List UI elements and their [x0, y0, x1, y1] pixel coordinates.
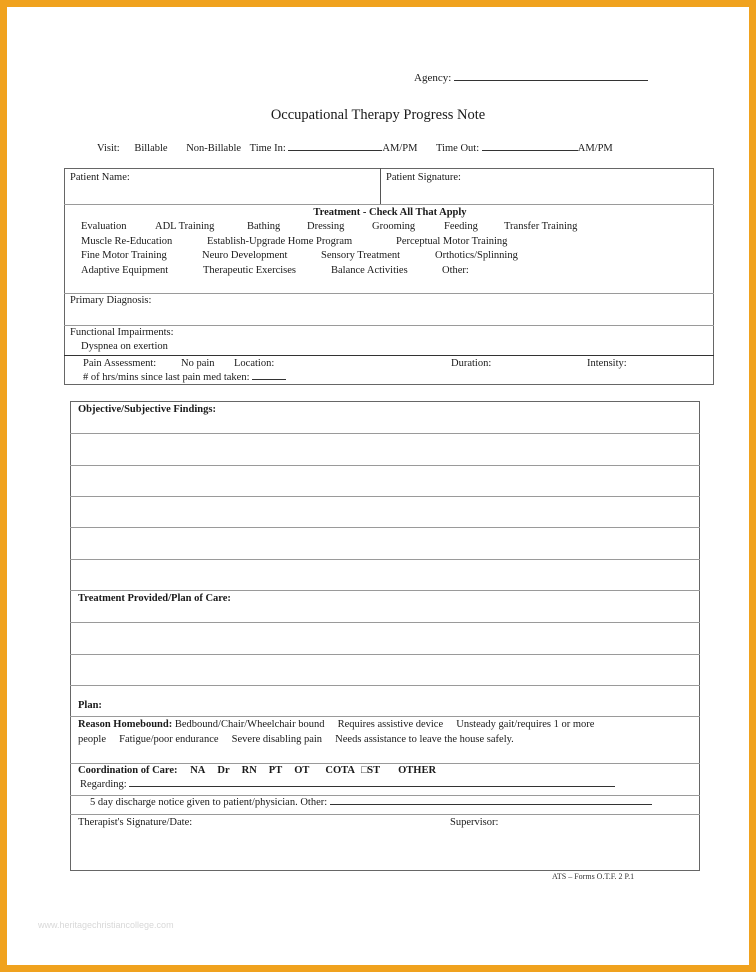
note-line: [70, 433, 700, 434]
note-line: [70, 527, 700, 528]
coordination-option[interactable]: NA: [190, 765, 206, 776]
divider: [64, 355, 714, 356]
patient-signature-label[interactable]: Patient Signature:: [386, 172, 461, 183]
treatment-option[interactable]: Other:: [442, 265, 469, 276]
form-code: ATS – Forms O.T.F. 2 P.1: [552, 872, 635, 881]
note-line: [70, 559, 700, 560]
coordination-option[interactable]: RN: [241, 765, 257, 776]
time-out-input[interactable]: [482, 150, 578, 151]
note-line: [70, 622, 700, 623]
note-line: [70, 763, 700, 764]
coordination-option[interactable]: OTHER: [398, 765, 437, 776]
note-line: [70, 496, 700, 497]
treatment-option[interactable]: Balance Activities: [331, 265, 408, 276]
visit-row: [97, 143, 613, 154]
treatment-option[interactable]: Therapeutic Exercises: [203, 265, 296, 276]
treatment-option[interactable]: Grooming: [372, 221, 416, 232]
time-in-label: Time In:: [249, 143, 286, 154]
time-in-ampm: AM/PM: [382, 143, 418, 154]
regarding-label: Regarding:: [80, 779, 127, 790]
treatment-option[interactable]: Adaptive Equipment: [81, 265, 169, 276]
functional-impairments-value[interactable]: Dyspnea on exertion: [81, 341, 168, 352]
coordination-option[interactable]: OT: [294, 765, 310, 776]
note-line: [70, 814, 700, 815]
duration-label[interactable]: Duration:: [451, 358, 492, 369]
note-line: [70, 465, 700, 466]
treatment-option[interactable]: Perceptual Motor Training: [396, 236, 508, 247]
homebound-row-1: [78, 719, 594, 730]
treatment-option[interactable]: Dressing: [307, 221, 345, 232]
time-out-ampm: AM/PM: [577, 143, 613, 154]
note-line: [70, 590, 700, 591]
no-pain-option[interactable]: No pain: [181, 358, 215, 369]
note-line: [70, 795, 700, 796]
coordination-option[interactable]: COTA: [325, 765, 355, 776]
time-out-label: Time Out:: [436, 143, 480, 154]
treatment-option[interactable]: ADL Training: [155, 221, 215, 232]
regarding-row: [80, 779, 615, 790]
pain-med-input[interactable]: [252, 379, 286, 380]
treatment-option[interactable]: Sensory Treatment: [321, 250, 401, 261]
treatment-option[interactable]: Establish-Upgrade Home Program: [207, 236, 353, 247]
time-in-input[interactable]: [288, 150, 382, 151]
coordination-option[interactable]: PT: [268, 765, 283, 776]
agency-field: [414, 72, 648, 84]
treatment-heading: Treatment - Check All That Apply: [313, 207, 467, 218]
discharge-other-input[interactable]: [330, 804, 652, 805]
location-label[interactable]: Location:: [234, 358, 275, 369]
homebound-line-2[interactable]: people Fatigue/poor endurance Severe disabling pain Needs assistance to leave the house safely.: [78, 734, 514, 745]
discharge-row: [90, 797, 652, 808]
plan-label[interactable]: Plan:: [78, 700, 102, 711]
patient-info-box: [64, 168, 714, 385]
note-line: [70, 654, 700, 655]
coordination-option[interactable]: Dr: [217, 765, 230, 776]
coordination-option[interactable]: ST: [367, 765, 381, 776]
functional-impairments-label: Functional Impairments:: [70, 327, 174, 338]
patient-name-label[interactable]: Patient Name:: [70, 172, 130, 183]
supervisor-label[interactable]: Supervisor:: [450, 817, 499, 828]
divider: [64, 204, 714, 205]
treatment-option[interactable]: Evaluation: [81, 221, 127, 232]
therapist-signature-label[interactable]: Therapist's Signature/Date:: [78, 817, 193, 828]
non-billable-option[interactable]: Non-Billable: [186, 143, 242, 154]
coordination-options: [180, 765, 436, 776]
treatment-option[interactable]: Neuro Development: [202, 250, 288, 261]
pain-assessment-label: Pain Assessment:: [83, 358, 157, 369]
treatment-option[interactable]: Orthotics/Splinning: [435, 250, 518, 261]
treatment-option[interactable]: Bathing: [247, 221, 281, 232]
intensity-label[interactable]: Intensity:: [587, 358, 627, 369]
checkbox-icon[interactable]: □: [360, 765, 368, 776]
billable-option[interactable]: Billable: [134, 143, 168, 154]
divider: [64, 325, 714, 326]
visit-label: Visit:: [97, 143, 120, 154]
objective-findings-label: Objective/Subjective Findings:: [78, 404, 216, 415]
treatment-option[interactable]: Muscle Re-Education: [81, 236, 173, 247]
pain-med-row: [83, 372, 286, 383]
coordination-row: [78, 765, 436, 776]
divider: [64, 293, 714, 294]
note-line: [70, 716, 700, 717]
agency-input-line[interactable]: [454, 80, 648, 81]
patient-divider: [380, 168, 381, 204]
page-title: Occupational Therapy Progress Note: [270, 107, 486, 123]
regarding-input[interactable]: [129, 786, 615, 787]
treatment-plan-label: Treatment Provided/Plan of Care:: [78, 593, 231, 604]
primary-diagnosis-label[interactable]: Primary Diagnosis:: [70, 295, 152, 306]
homebound-label: Reason Homebound:: [78, 719, 173, 730]
agency-label: Agency:: [414, 72, 452, 84]
homebound-line-1[interactable]: Bedbound/Chair/Wheelchair bound Requires assistive device Unsteady gait/requires 1 or more: [174, 719, 595, 730]
treatment-option[interactable]: Fine Motor Training: [81, 250, 167, 261]
treatment-option[interactable]: Transfer Training: [504, 221, 578, 232]
pain-med-label: # of hrs/mins since last pain med taken:: [83, 372, 250, 383]
coordination-label: Coordination of Care:: [78, 765, 178, 776]
note-line: [70, 685, 700, 686]
treatment-option[interactable]: Feeding: [444, 221, 478, 232]
watermark: www.heritagechristiancollege.com: [38, 920, 174, 930]
discharge-text: 5 day discharge notice given to patient/physician. Other:: [90, 797, 328, 808]
